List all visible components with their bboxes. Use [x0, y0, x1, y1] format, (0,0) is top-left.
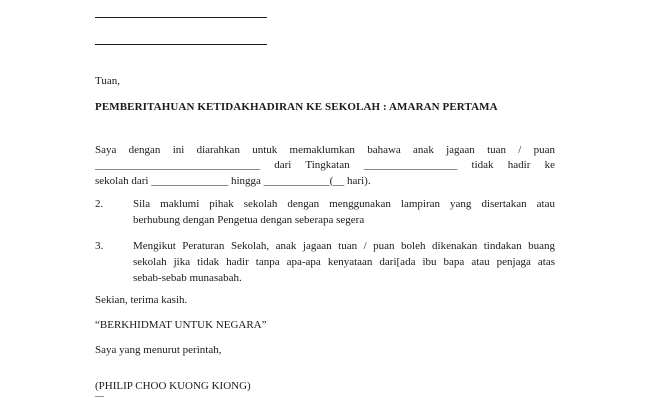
salutation: Tuan,	[95, 75, 120, 87]
closing-text: Sekian, terima kasih.	[95, 294, 188, 306]
intro-line-2: ______________________________ dari Tingkatan _________________ tidak hadir ke	[95, 159, 555, 171]
motto-text: “BERKHIDMAT UNTUK NEGARA”	[95, 319, 267, 331]
item-2-line-2: berhubung dengan Pengetua dengan seberapa segera	[133, 214, 365, 226]
item-number: 2.	[95, 198, 104, 210]
sign-off-text: Saya yang menurut perintah,	[95, 344, 222, 356]
address-line-1	[95, 17, 267, 18]
item-3-line-3: sebab-sebab munasabah.	[133, 272, 242, 284]
signatory-name: (PHILIP CHOO KUONG KIONG)	[95, 380, 251, 392]
intro-line-3: sekolah dari ______________ hingga ____________(__ hari).	[95, 175, 371, 187]
address-line-2	[95, 44, 267, 45]
partial-bottom-text: —	[95, 391, 104, 401]
item-3-line-1: Mengikut Peraturan Sekolah, anak jagaan tuan / puan boleh dikenakan tindakan buang	[133, 240, 555, 252]
item-2-line-1: Sila maklumi pihak sekolah dengan menggunakan lampiran yang disertakan atau	[133, 198, 555, 210]
item-3-line-2: sekolah jika tidak hadir tanpa apa-apa kenyataan dari[ada ibu bapa atau penjaga atas	[133, 256, 555, 268]
letter-title: PEMBERITAHUAN KETIDAKHADIRAN KE SEKOLAH : AMARAN PERTAMA	[95, 101, 498, 113]
intro-line-1: Saya dengan ini diarahkan untuk memaklumkan bahawa anak jagaan tuan / puan	[95, 144, 555, 156]
item-number: 3.	[95, 240, 104, 252]
